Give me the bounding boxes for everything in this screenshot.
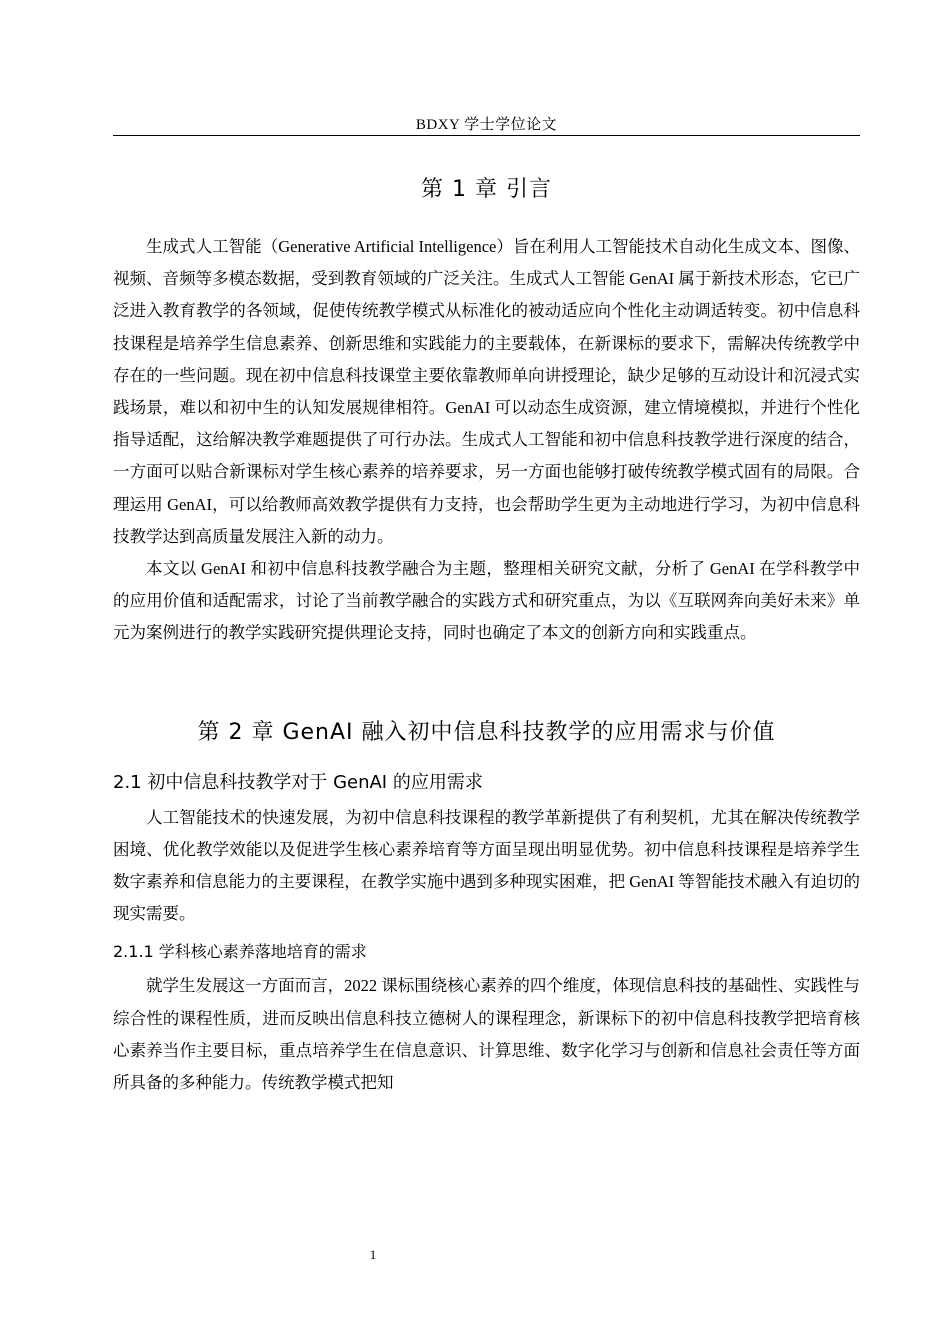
section-2-1-1-title: 2.1.1 学科核心素养落地培育的需求 [113, 942, 367, 962]
section-2-1-1-paragraph: 就学生发展这一方面而言，2022 课标围绕核心素养的四个维度，体现信息科技的基础性、实践性与综合性的课程性质，进而反映出信息科技立德树人的课程理念，新课标下的初中信息科技教学把培育核心素养当作主要目标，重点培养学生在信息意识、计算思维、数字化学习与创新和信息社会责任等方面所具备的多种能力。传统教学模式把知 [113, 976, 860, 1093]
chapter-2-title: 第 2 章 GenAI 融入初中信息科技教学的应用需求与价值 [197, 719, 776, 745]
chapter-1-paragraph-2: 本文以 GenAI 和初中信息科技教学融合为主题，整理相关研究文献，分析了 GenAI 在学科教学中的应用价值和适配需求，讨论了当前教学融合的实践方式和研究重点，为以《互联网奔向美好未来》单元为案例进行的教学实践研究提供理论支持，同时也确定了本文的创新方向和实践重点。 [113, 559, 860, 643]
chapter-1-paragraph-1: 生成式人工智能（Generative Artificial Intelligence）旨在利用人工智能技术自动化生成文本、图像、视频、音频等多模态数据，受到教育领域的广泛关注。生成式人工智能 GenAI 属于新技术形态，它已广泛进入教育教学的各领域，促使传统教学模式从标准化的被动适应向个性化主动调适转变。初中信息科技课程是培养学生信息素养、创新思维和实践能力的主要载体，在新课标的要求下，需解决传统教学中存在的一些问题。现在初中信息科技课堂主要依靠教师单向讲授理论，缺少足够的互动设计和沉浸式实践场景，难以和初中生的认知发展规律相符。GenAI 可以动态生成资源，建立情境模拟，并进行个性化指导适配，这给解决教学难题提供了可行办法。生成式人工智能和初中信息科技教学进行深度的结合，一方面可以贴合新课标对学生核心素养的培养要求，另一方面也能够打破传统教学模式固有的局限。合理运用 GenAI，可以给教师高效教学提供有力支持，也会帮助学生更为主动地进行学习，为初中信息科技教学达到高质量发展注入新的动力。 [113, 237, 860, 546]
header-rule [113, 135, 860, 136]
section-2-1-title: 2.1 初中信息科技教学对于 GenAI 的应用需求 [113, 771, 483, 793]
chapter-1-title: 第 1 章 引言 [421, 177, 552, 202]
section-2-1-paragraph: 人工智能技术的快速发展，为初中信息科技课程的教学革新提供了有利契机，尤其在解决传统教学困境、优化教学效能以及促进学生核心素养培育等方面呈现出明显优势。初中信息科技课程是培养学生数字素养和信息能力的主要课程，在教学实施中遇到多种现实困难，把 GenAI 等智能技术融入有迫切的现实需要。 [113, 807, 860, 924]
running-header: BDXY 学士学位论文 [415, 117, 558, 133]
body-column [113, 165, 860, 1099]
page-number: 1 [369, 1247, 377, 1262]
